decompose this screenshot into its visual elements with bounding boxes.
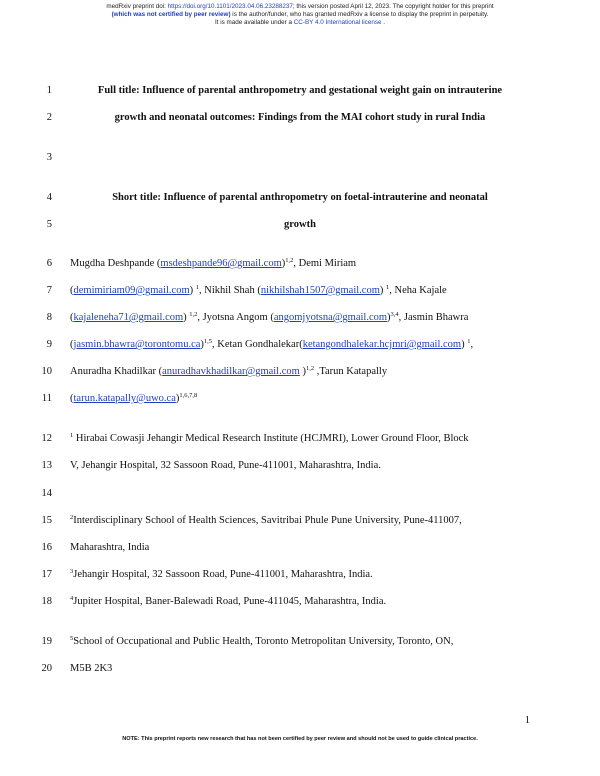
line-number: 13 bbox=[41, 460, 52, 471]
line-number: 1 bbox=[46, 85, 52, 96]
manuscript-line bbox=[0, 391, 600, 411]
line-number: 16 bbox=[41, 542, 52, 553]
author-line: (demimiriam09@gmail.com) $^1$, Nikhil Shah (nikhilshah1507@gmail.com) $^1$, Neha Kajale bbox=[70, 284, 447, 296]
manuscript-line bbox=[0, 110, 600, 130]
line-number: 11 bbox=[41, 393, 52, 404]
manuscript-line bbox=[0, 364, 600, 384]
manuscript-line bbox=[0, 310, 600, 330]
affiliation-text: $^3$Jehangir Hospital, 32 Sassoon Road, Pune-411001, Maharashtra, India. bbox=[70, 568, 373, 580]
preprint-footer-note: NOTE: This preprint reports new research that has not been certified by peer review and should not be used to guide clinical practice. bbox=[122, 736, 478, 742]
author-line: (jasmin.bhawra@torontomu.ca)$^{1,5}$, Ketan Gondhalekar(ketangondhalekar.hcjmri@gmail.com) $^1$, bbox=[70, 338, 474, 350]
line-number: 17 bbox=[41, 569, 52, 580]
line-number: 2 bbox=[46, 112, 52, 123]
email-link[interactable]: nikhilshah1507@gmail.com bbox=[260, 285, 380, 296]
header-text: It is made available under a bbox=[214, 19, 294, 27]
short-title: Short title: Influence of parental anthropometry on foetal-intrauterine and neonatal bbox=[112, 192, 488, 203]
manuscript-line bbox=[0, 634, 600, 654]
license-link[interactable]: CC-BY 4.0 International license bbox=[293, 19, 382, 27]
manuscript-line bbox=[0, 594, 600, 614]
doi-link[interactable]: https://doi.org/10.1101/2023.04.06.23288237 bbox=[167, 3, 293, 10]
affiliation-superscript: 1,6,7,8 bbox=[179, 392, 198, 399]
line-number: 10 bbox=[41, 366, 52, 377]
line-number: 4 bbox=[46, 192, 52, 203]
affiliation-text: $^1$ Hirabai Cowasji Jehangir Medical Research Institute (HCJMRI), Lower Ground Floor, Block bbox=[70, 432, 469, 444]
email-link[interactable]: kajaleneha71@gmail.com bbox=[73, 312, 184, 323]
line-number: 12 bbox=[41, 433, 52, 444]
header-text: medRxiv preprint doi: bbox=[106, 3, 168, 10]
line-number: 6 bbox=[46, 258, 52, 269]
email-link[interactable]: anuradhavkhadilkar@gmail.com bbox=[162, 366, 300, 377]
email-link[interactable]: tarun.katapally@uwo.ca bbox=[73, 393, 176, 404]
affiliation-text: $^5$School of Occupational and Public Health, Toronto Metropolitan University, Toronto, ON, bbox=[70, 635, 454, 647]
affiliation-text: $^4$Jupiter Hospital, Baner-Balewadi Road, Pune-411045, Maharashtra, India. bbox=[70, 595, 387, 607]
email-link[interactable]: angomjyotsna@gmail.com bbox=[273, 312, 388, 323]
affiliation-superscript: 1,2 bbox=[285, 257, 294, 264]
affiliation-superscript: 1,2 bbox=[189, 311, 198, 318]
affiliation-superscript: 3,4 bbox=[390, 311, 399, 318]
header-text: . bbox=[381, 19, 385, 27]
full-title: Full title: Influence of parental anthropometry and gestational weight gain on intrauterine bbox=[97, 85, 503, 96]
manuscript-line bbox=[0, 217, 600, 237]
manuscript-line bbox=[0, 150, 600, 170]
manuscript-line bbox=[0, 337, 600, 357]
email-link[interactable]: msdeshpande96@gmail.com bbox=[160, 258, 282, 269]
manuscript-line bbox=[0, 540, 600, 560]
manuscript-line bbox=[0, 283, 600, 303]
author-line: Anuradha Khadilkar (anuradhavkhadilkar@gmail.com )$^{1,2}$ ,Tarun Katapally bbox=[70, 365, 388, 377]
short-title: growth bbox=[284, 219, 316, 230]
affiliation-superscript: 1 bbox=[70, 432, 74, 439]
affiliation-superscript: 1 bbox=[386, 284, 390, 291]
manuscript-line bbox=[0, 256, 600, 276]
affiliation-superscript: 2 bbox=[70, 514, 74, 521]
line-number: 5 bbox=[46, 219, 52, 230]
full-title: growth and neonatal outcomes: Findings from the MAI cohort study in rural India bbox=[114, 112, 486, 123]
line-number: 18 bbox=[41, 596, 52, 607]
manuscript-line bbox=[0, 431, 600, 451]
manuscript-line bbox=[0, 513, 600, 533]
line-number: 19 bbox=[41, 636, 52, 647]
line-number: 8 bbox=[46, 312, 52, 323]
author-line: (kajaleneha71@gmail.com) $^{1,2}$, Jyotsna Angom (angomjyotsna@gmail.com)$^{3,4}$, Jasmin Bhawra bbox=[70, 311, 469, 323]
author-line: (tarun.katapally@uwo.ca)$^{1,6,7,8}$ bbox=[70, 392, 198, 404]
affiliation-text: V, Jehangir Hospital, 32 Sassoon Road, Pune-411001, Maharashtra, India. bbox=[70, 460, 381, 471]
manuscript-line bbox=[0, 83, 600, 103]
author-line: Mugdha Deshpande (msdeshpande96@gmail.com)$^{1,2}$, Demi Miriam bbox=[70, 257, 357, 269]
manuscript-line bbox=[0, 486, 600, 506]
manuscript-line bbox=[0, 190, 600, 210]
email-link[interactable]: ketangondhalekar.hcjmri@gmail.com bbox=[302, 339, 462, 350]
line-number: 14 bbox=[41, 488, 52, 499]
line-number: 20 bbox=[41, 663, 52, 674]
affiliation-text: Maharashtra, India bbox=[70, 542, 150, 553]
affiliation-superscript: 5 bbox=[70, 635, 74, 642]
peer-review-note: (which was not certified by peer review) bbox=[111, 11, 231, 19]
affiliation-text: M5B 2K3 bbox=[70, 663, 113, 674]
line-number: 15 bbox=[41, 515, 52, 526]
affiliation-superscript: 4 bbox=[70, 595, 74, 602]
affiliation-superscript: 1 bbox=[467, 338, 471, 345]
line-number: 3 bbox=[46, 152, 52, 163]
affiliation-superscript: 1,5 bbox=[203, 338, 213, 345]
email-link[interactable]: demimiriam09@gmail.com bbox=[73, 285, 190, 296]
preprint-header bbox=[0, 3, 600, 28]
header-text: ; this version posted April 12, 2023. The copyright holder for this preprint bbox=[292, 3, 494, 10]
header-text: is the author/funder, who has granted medRxiv a license to display the preprint in perpetuity. bbox=[230, 11, 489, 19]
affiliation-superscript: 1,2 bbox=[305, 365, 315, 372]
line-number: 7 bbox=[46, 285, 52, 296]
manuscript-line bbox=[0, 661, 600, 681]
affiliation-text: $^2$Interdisciplinary School of Health Sciences, Savitribai Phule Pune University, Pune-411007, bbox=[70, 514, 462, 526]
email-link[interactable]: jasmin.bhawra@torontomu.ca bbox=[73, 339, 201, 350]
affiliation-superscript: 1 bbox=[195, 284, 199, 291]
affiliation-superscript: 3 bbox=[70, 568, 74, 575]
manuscript-line bbox=[0, 458, 600, 478]
line-number: 9 bbox=[46, 339, 52, 350]
manuscript-line bbox=[0, 567, 600, 587]
page-number: 1 bbox=[524, 715, 530, 726]
